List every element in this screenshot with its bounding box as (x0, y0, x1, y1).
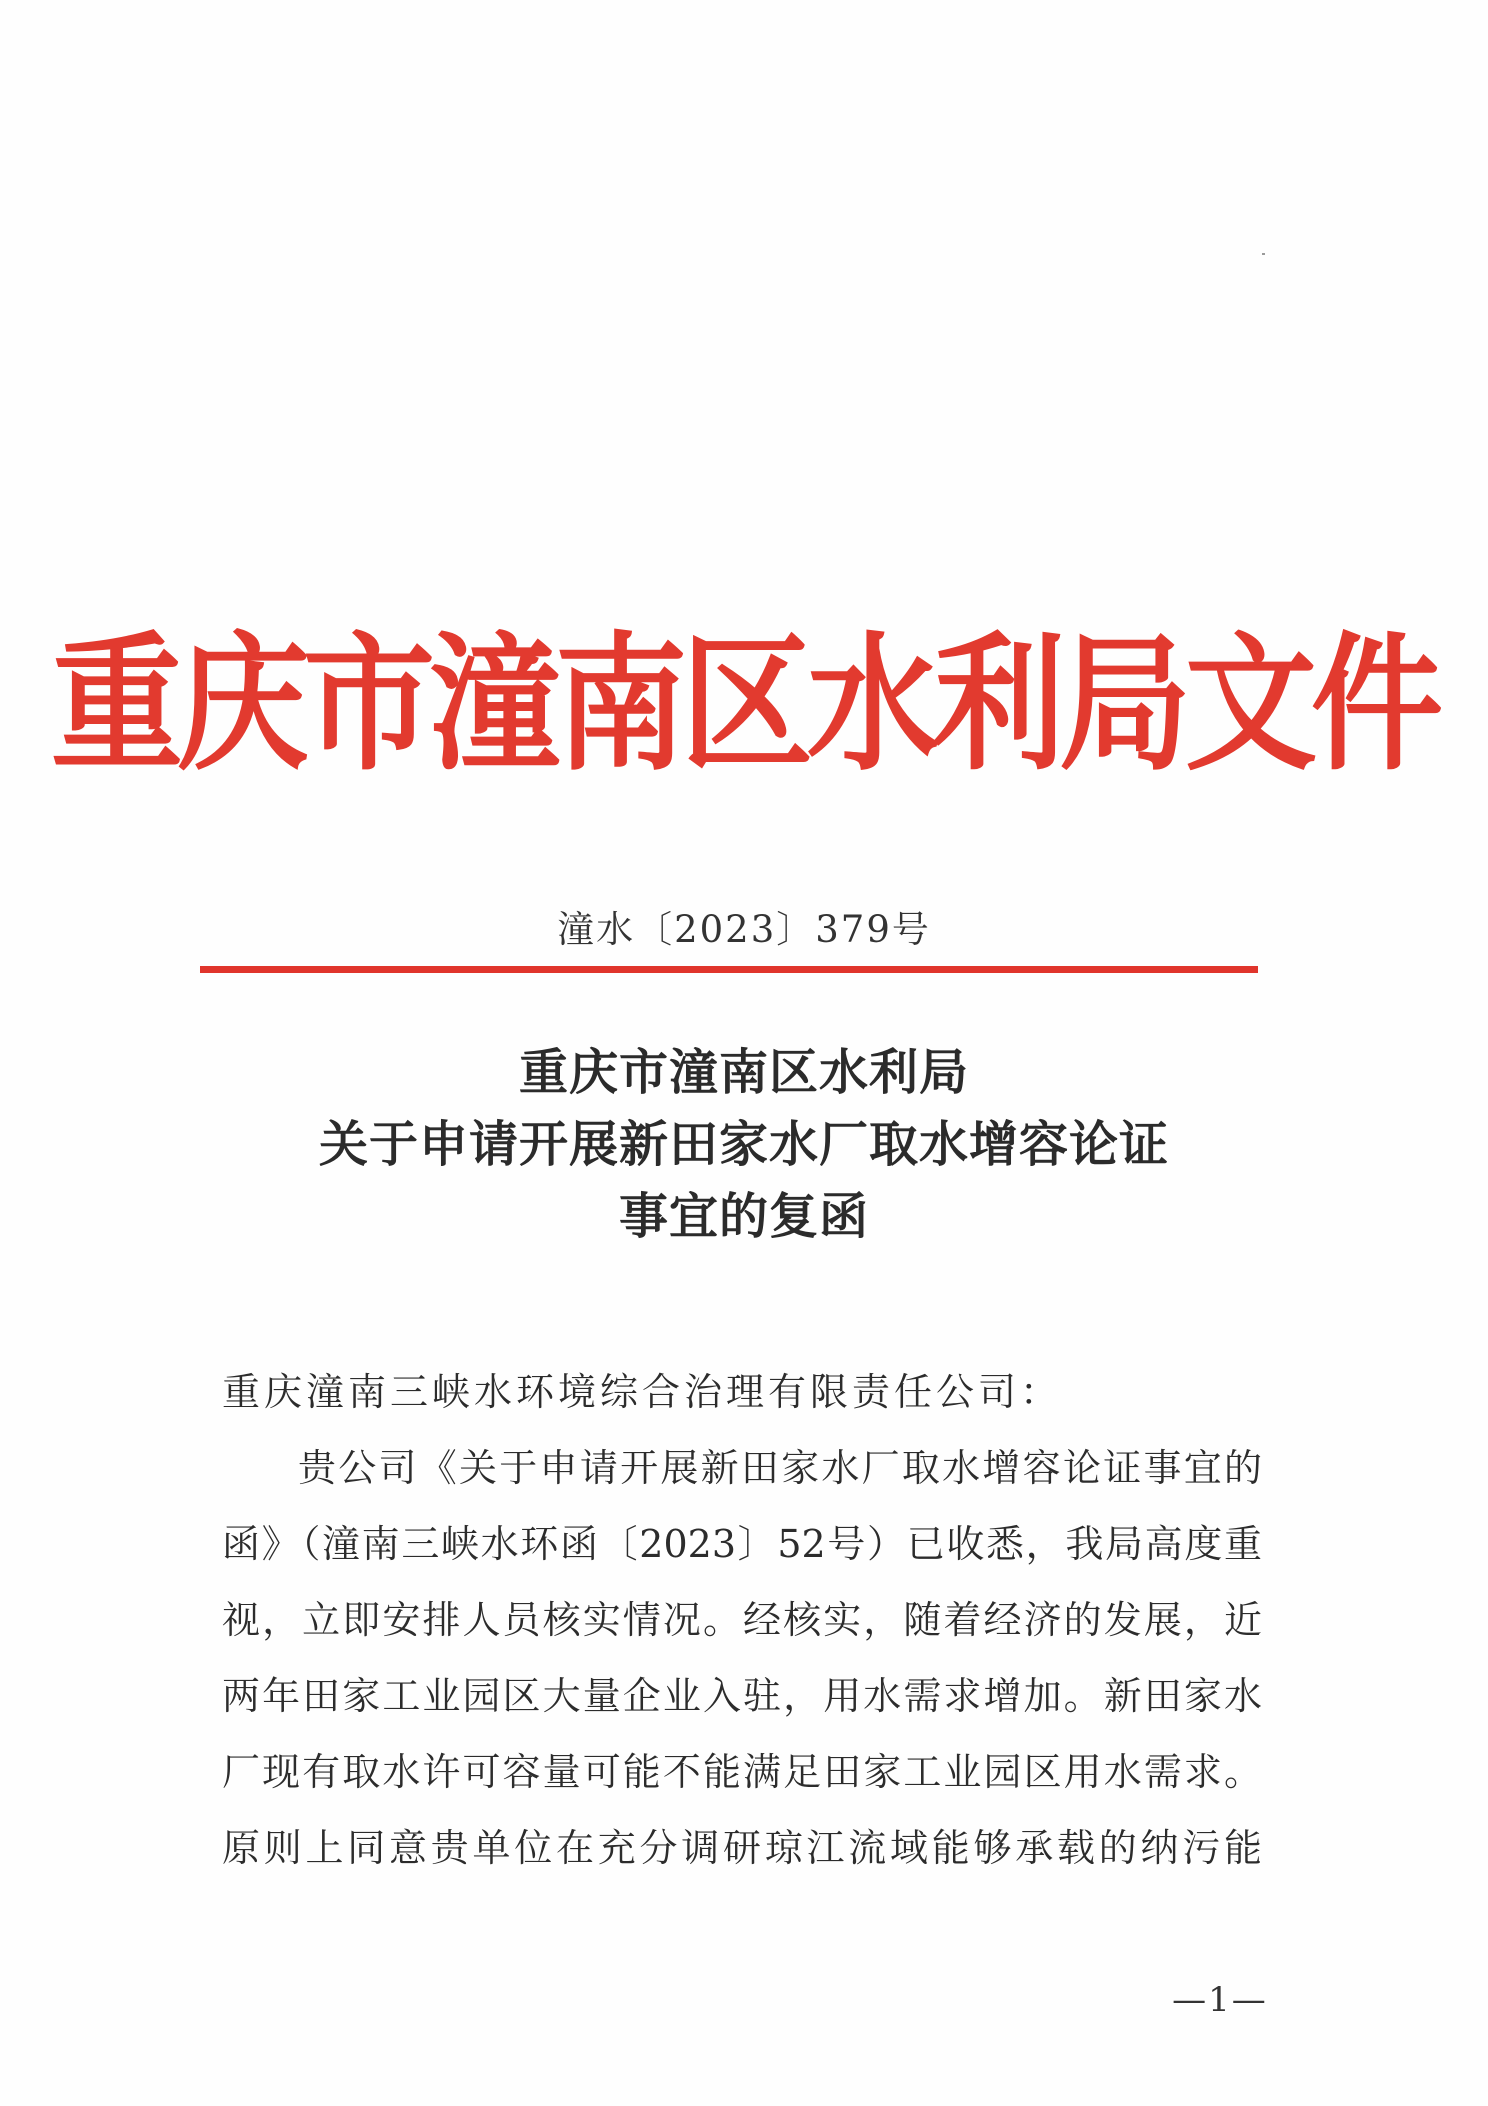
paragraph-line-6: 原则上同意贵单位在充分调研琼江流域能够承载的纳污能 (222, 1826, 1262, 1870)
title-line-3: 事宜的复函 (618, 1187, 869, 1245)
masthead-title: 重庆市潼南区水利局文件 (51, 618, 1437, 792)
title-line-1: 重庆市潼南区水利局 (518, 1043, 969, 1101)
scan-speck (1262, 253, 1265, 255)
page-number: —1— (1172, 1980, 1268, 2020)
paragraph-line-1: 贵公司《关于申请开展新田家水厂取水增容论证事宜的 (298, 1446, 1262, 1490)
red-divider-line (200, 966, 1258, 973)
title-line-2: 关于申请开展新田家水厂取水增容论证 (318, 1115, 1169, 1173)
paragraph-line-3: 视，立即安排人员核实情况。经核实，随着经济的发展，近 (222, 1598, 1262, 1642)
body-text (222, 1354, 1262, 1886)
paragraph-line-4: 两年田家工业园区大量企业入驻，用水需求增加。新田家水 (222, 1674, 1262, 1718)
document-title (0, 1036, 1488, 1252)
paragraph-line-2: 函》（潼南三峡水环函〔2023〕52号）已收悉，我局高度重 (222, 1522, 1262, 1566)
document-number: 潼水〔2023〕379号 (557, 908, 931, 951)
paragraph-line-5: 厂现有取水许可容量可能不能满足田家工业园区用水需求。 (222, 1750, 1262, 1794)
addressee: 重庆潼南三峡水环境综合治理有限责任公司： (222, 1370, 1063, 1414)
